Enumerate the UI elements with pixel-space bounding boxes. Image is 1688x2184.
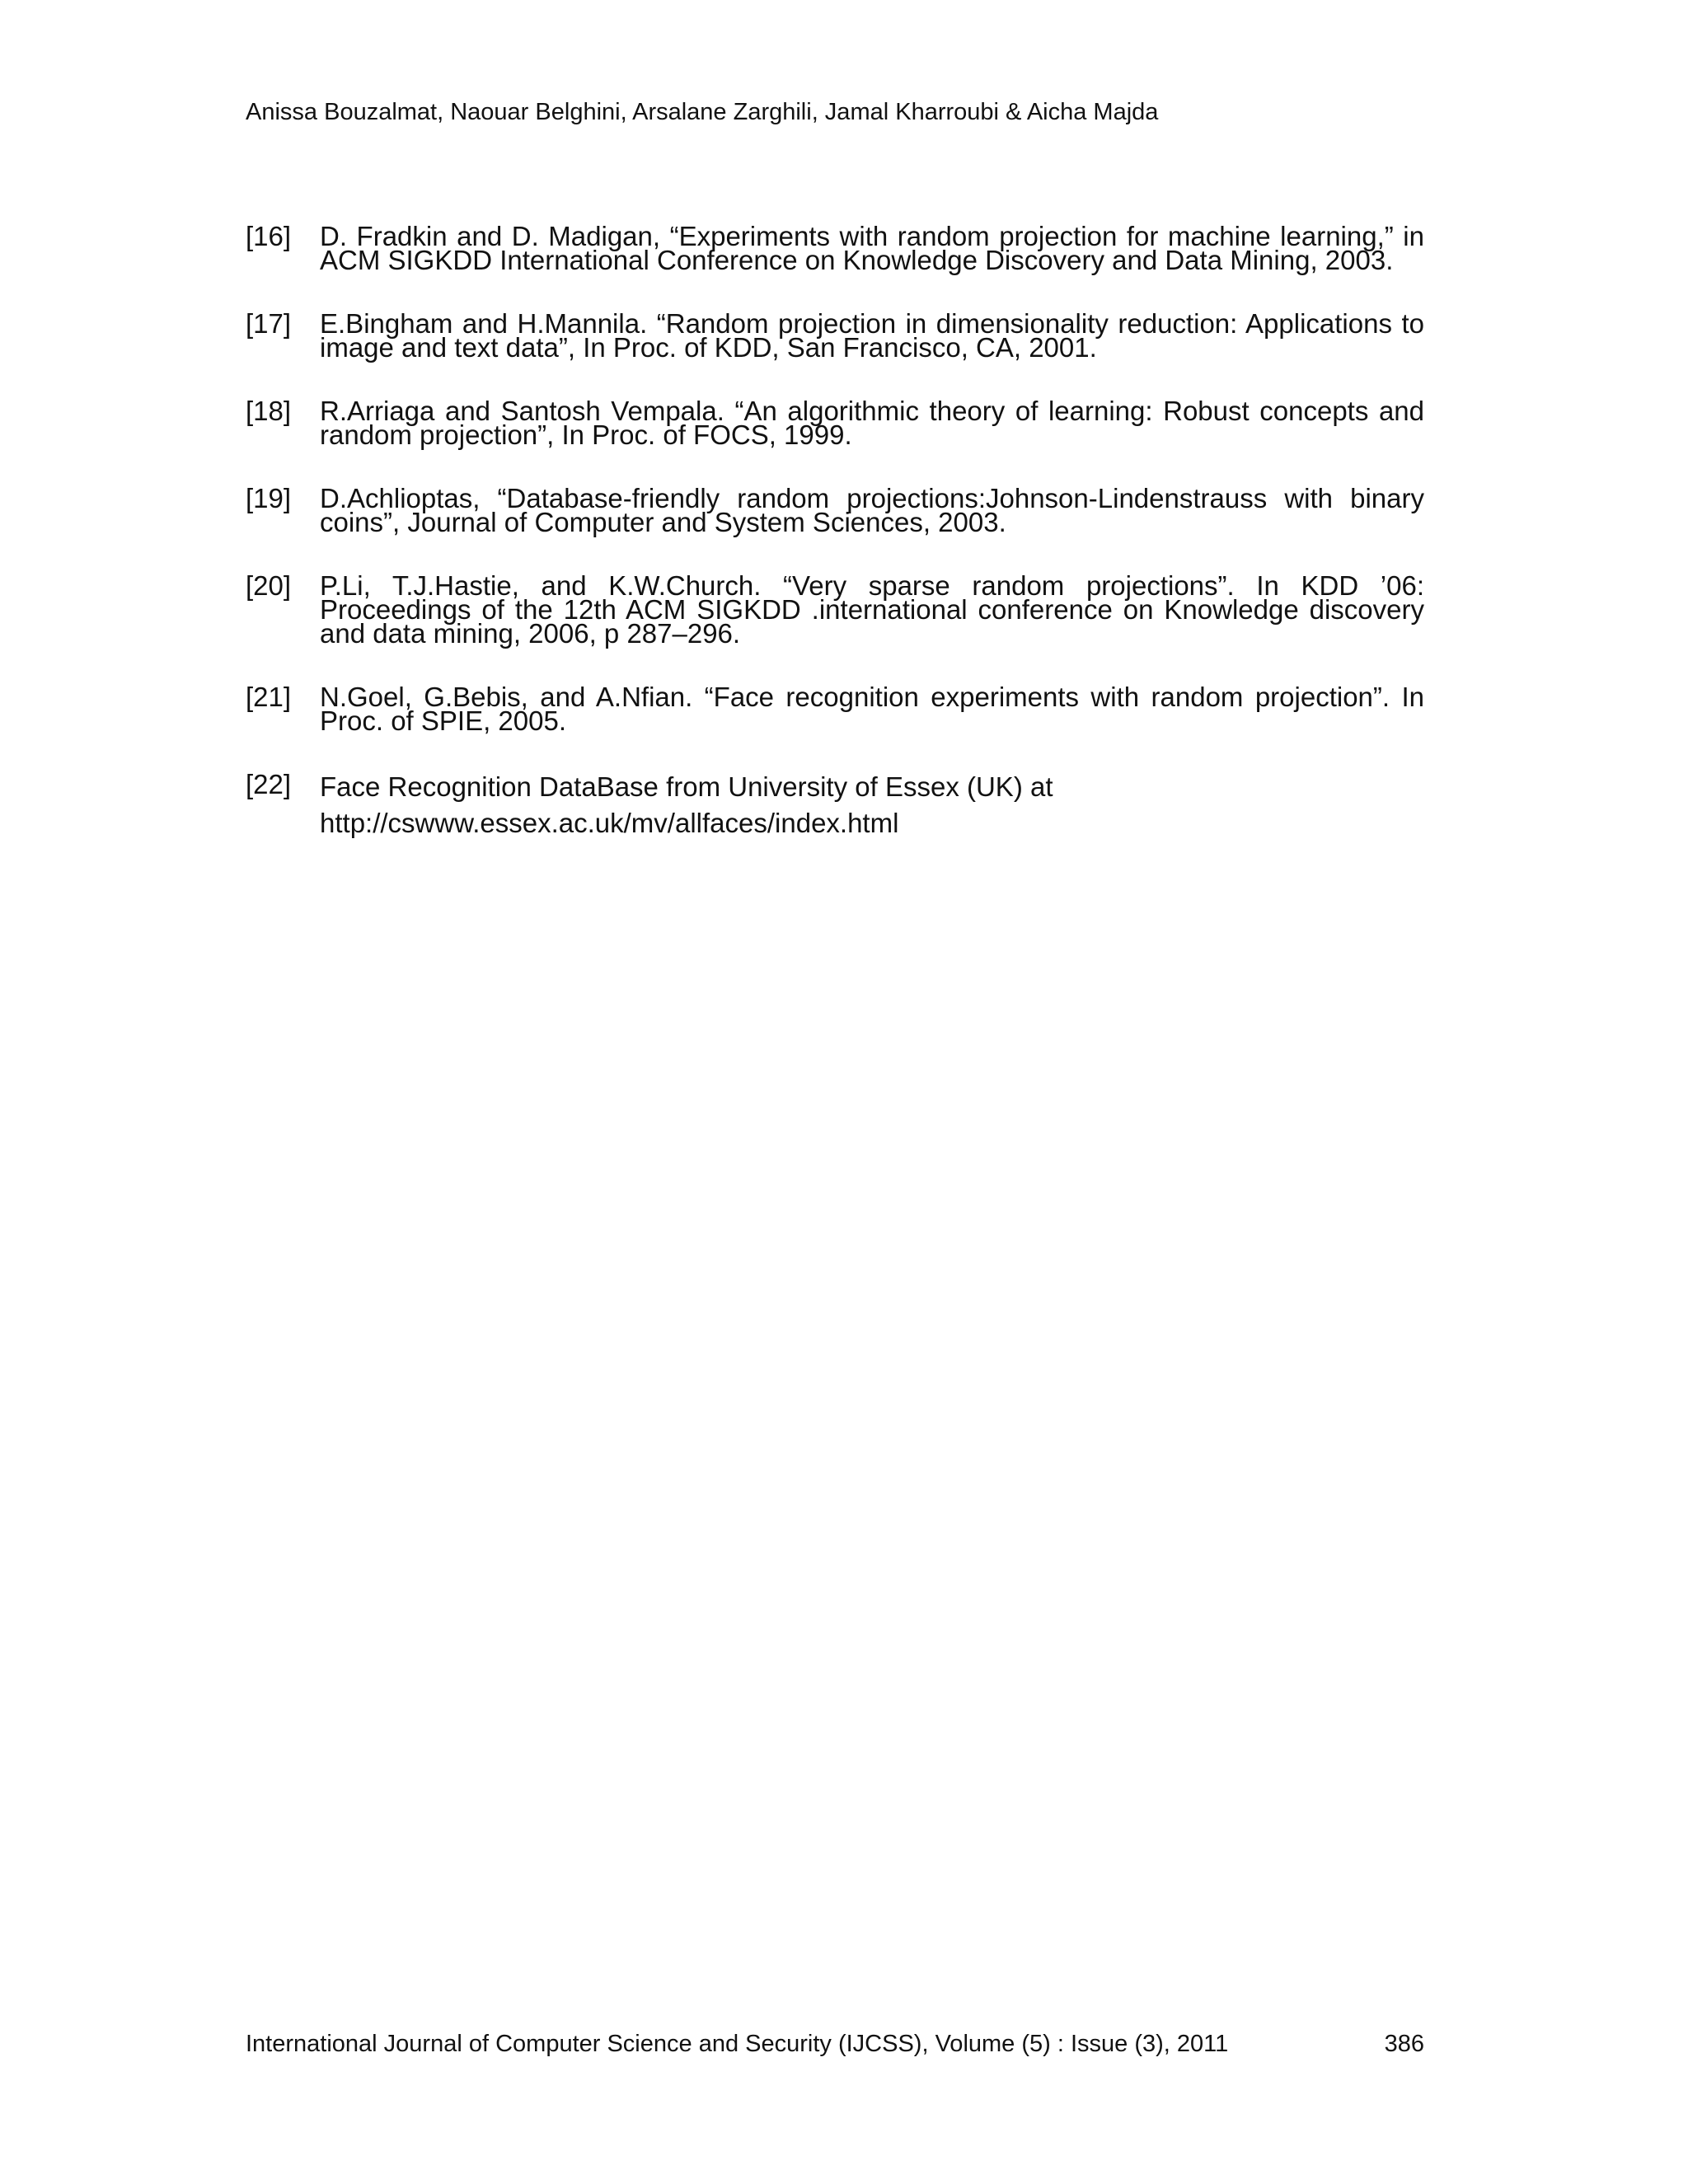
reference-text: P.Li, T.J.Hastie, and K.W.Church. “Very sparse random projections”. In KDD ’06: Proceedings of the 12th ACM SIGKDD .international conference on Knowledge discovery and data mining, 2006, p 287–296. — [320, 570, 1424, 649]
reference-19 — [246, 483, 1424, 537]
reference-number: [21] — [246, 682, 292, 712]
reference-text: N.Goel, G.Bebis, and A.Nfian. “Face recognition experiments with random projection”. In Proc. of SPIE, 2005. — [320, 682, 1424, 736]
reference-number: [16] — [246, 221, 292, 251]
reference-number: [19] — [246, 483, 292, 513]
reference-20 — [246, 570, 1424, 649]
reference-text: D.Achlioptas, “Database-friendly random projections:Johnson-Lindenstrauss with binary coins”, Journal of Computer and System Sciences, 2003. — [320, 483, 1424, 537]
reference-number: [22] — [246, 769, 292, 799]
reference-16 — [246, 221, 1424, 275]
reference-text: D. Fradkin and D. Madigan, “Experiments with random projection for machine learning,” in ACM SIGKDD International Conference on Knowledge Discovery and Data Mining, 2003. — [320, 221, 1424, 275]
reference-text: R.Arriaga and Santosh Vempala. “An algorithmic theory of learning: Robust concepts and random projection”, In Proc. of FOCS, 1999. — [320, 396, 1424, 450]
footer-journal-citation: International Journal of Computer Science and Security (IJCSS), Volume (5) : Issue (3), 2011 — [246, 2031, 1229, 2057]
running-header-authors: Anissa Bouzalmat, Naouar Belghini, Arsalane Zarghili, Jamal Kharroubi & Aicha Majda — [246, 99, 1159, 125]
reference-url-link[interactable]: http://cswww.essex.ac.uk/mv/allfaces/index.html — [320, 808, 899, 838]
reference-number: [17] — [246, 308, 292, 339]
reference-17 — [246, 308, 1424, 363]
reference-number: [20] — [246, 570, 292, 601]
page-number: 386 — [1384, 2031, 1424, 2057]
reference-text: E.Bingham and H.Mannila. “Random projection in dimensionality reduction: Applications to image and text data”, In Proc. of KDD, San Francisco, CA, 2001. — [320, 308, 1424, 363]
reference-21 — [246, 682, 1424, 736]
reference-number: [18] — [246, 396, 292, 426]
reference-list — [246, 221, 1424, 878]
reference-18 — [246, 396, 1424, 450]
reference-22 — [246, 769, 1424, 838]
reference-text: Face Recognition DataBase from University of Essex (UK) at — [320, 771, 1053, 802]
